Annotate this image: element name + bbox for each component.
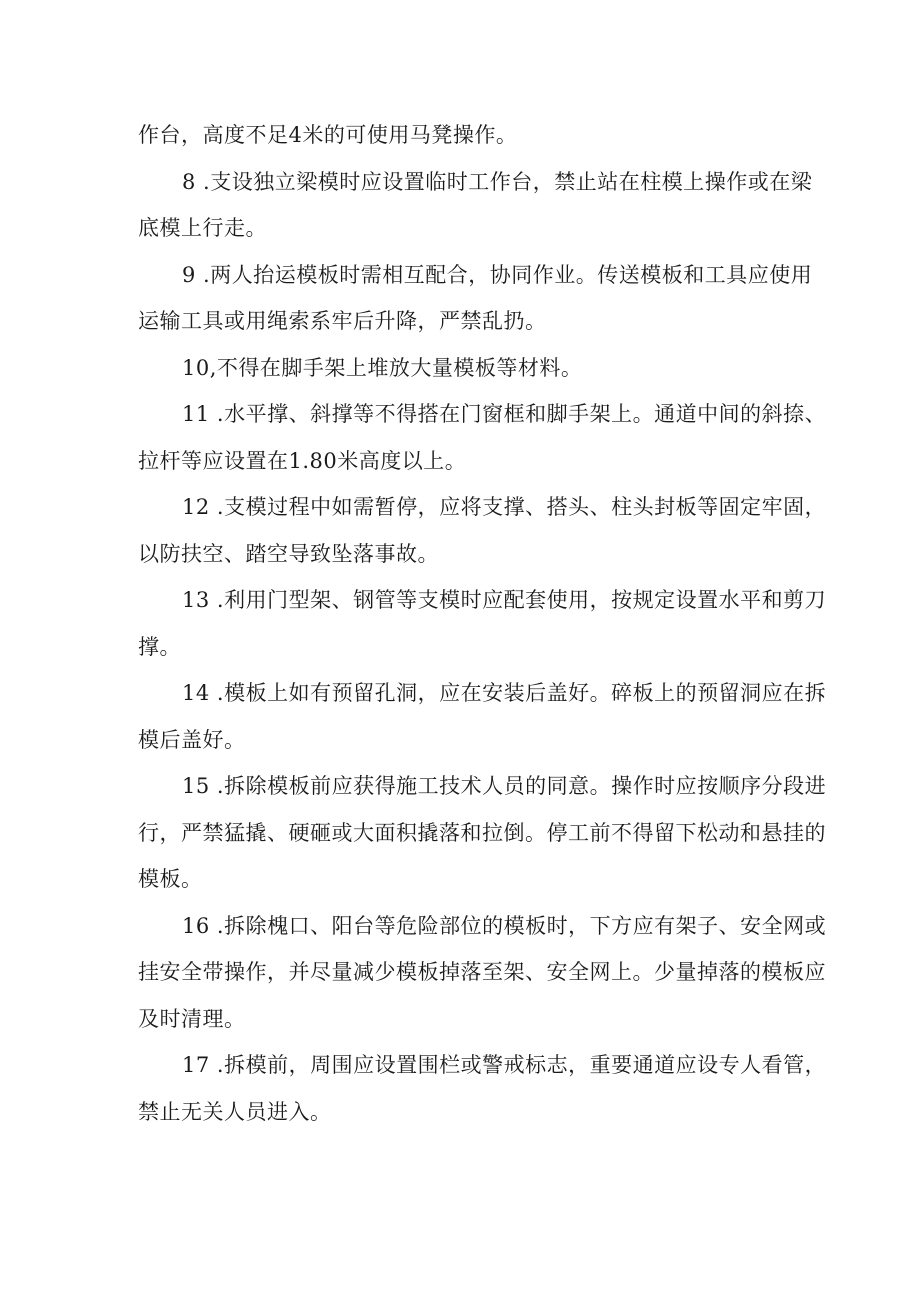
paragraph-17 (138, 1042, 827, 1135)
paragraph-12 (138, 484, 827, 577)
text-line: 禁止无关人员进入。 (138, 1099, 332, 1124)
text-line: 12 .支模过程中如需暂停，应将支撑、搭头、柱头封板等固定牢固， (182, 495, 827, 519)
text-line: 17 .拆模前，周围应设置围栏或警戒标志，重要通道应设专人看管， (182, 1053, 827, 1077)
paragraph-14 (138, 670, 827, 763)
paragraph-15 (138, 763, 827, 903)
text-line: 运输工具或用绳索系牢后升降，严禁乱扔。 (138, 309, 547, 333)
text-line: 14 .模板上如有预留孔洞，应在安装后盖好。碎板上的预留洞应在拆 (182, 681, 827, 705)
text-line: 11 .水平撑、斜撑等不得搭在门窗框和脚手架上。通道中间的斜捺、 (182, 402, 827, 426)
paragraph-8 (138, 159, 813, 252)
document-body (138, 112, 827, 1135)
text-line: 模板。 (138, 867, 203, 891)
paragraph-10 (138, 345, 798, 392)
text-line: 拉杆等应设置在1.80米高度以上。 (138, 448, 467, 473)
text-line: 以防扶空、踏空导致坠落事故。 (138, 541, 439, 566)
paragraph-16 (138, 903, 827, 1043)
text-line: 10,不得在脚手架上堆放大量模板等材料。 (182, 355, 583, 380)
text-line: 13 .利用门型架、钢管等支模时应配套使用，按规定设置水平和剪刀 (182, 588, 827, 612)
text-line: 挂安全带操作，并尽量减少模板掉落至架、安全网上。少量掉落的模板应 (138, 960, 826, 984)
paragraph-7-continuation (138, 112, 798, 159)
paragraph-9 (138, 252, 813, 345)
text-line: 及时清理。 (138, 1006, 246, 1031)
text-line: 作台，高度不足4米的可使用马凳操作。 (138, 123, 518, 147)
text-line: 9 .两人抬运模板时需相互配合，协同作业。传送模板和工具应使用 (182, 262, 813, 287)
text-line: 8 .支设独立梁模时应设置临时工作台，禁止站在柱模上操作或在梁 (182, 169, 813, 194)
paragraph-13 (138, 577, 827, 670)
text-line: 16 .拆除槐口、阳台等危险部位的模板时，下方应有架子、安全网或 (182, 913, 827, 938)
text-line: 15 .拆除模板前应获得施工技术人员的同意。操作时应按顺序分段进 (182, 774, 827, 798)
text-line: 底模上行走。 (138, 216, 267, 240)
text-line: 撑。 (138, 634, 181, 659)
paragraph-11 (138, 391, 827, 484)
text-line: 模后盖好。 (138, 727, 246, 752)
text-line: 行，严禁猛撬、硬砸或大面积撬落和拉倒。停工前不得留下松动和悬挂的 (138, 820, 826, 845)
